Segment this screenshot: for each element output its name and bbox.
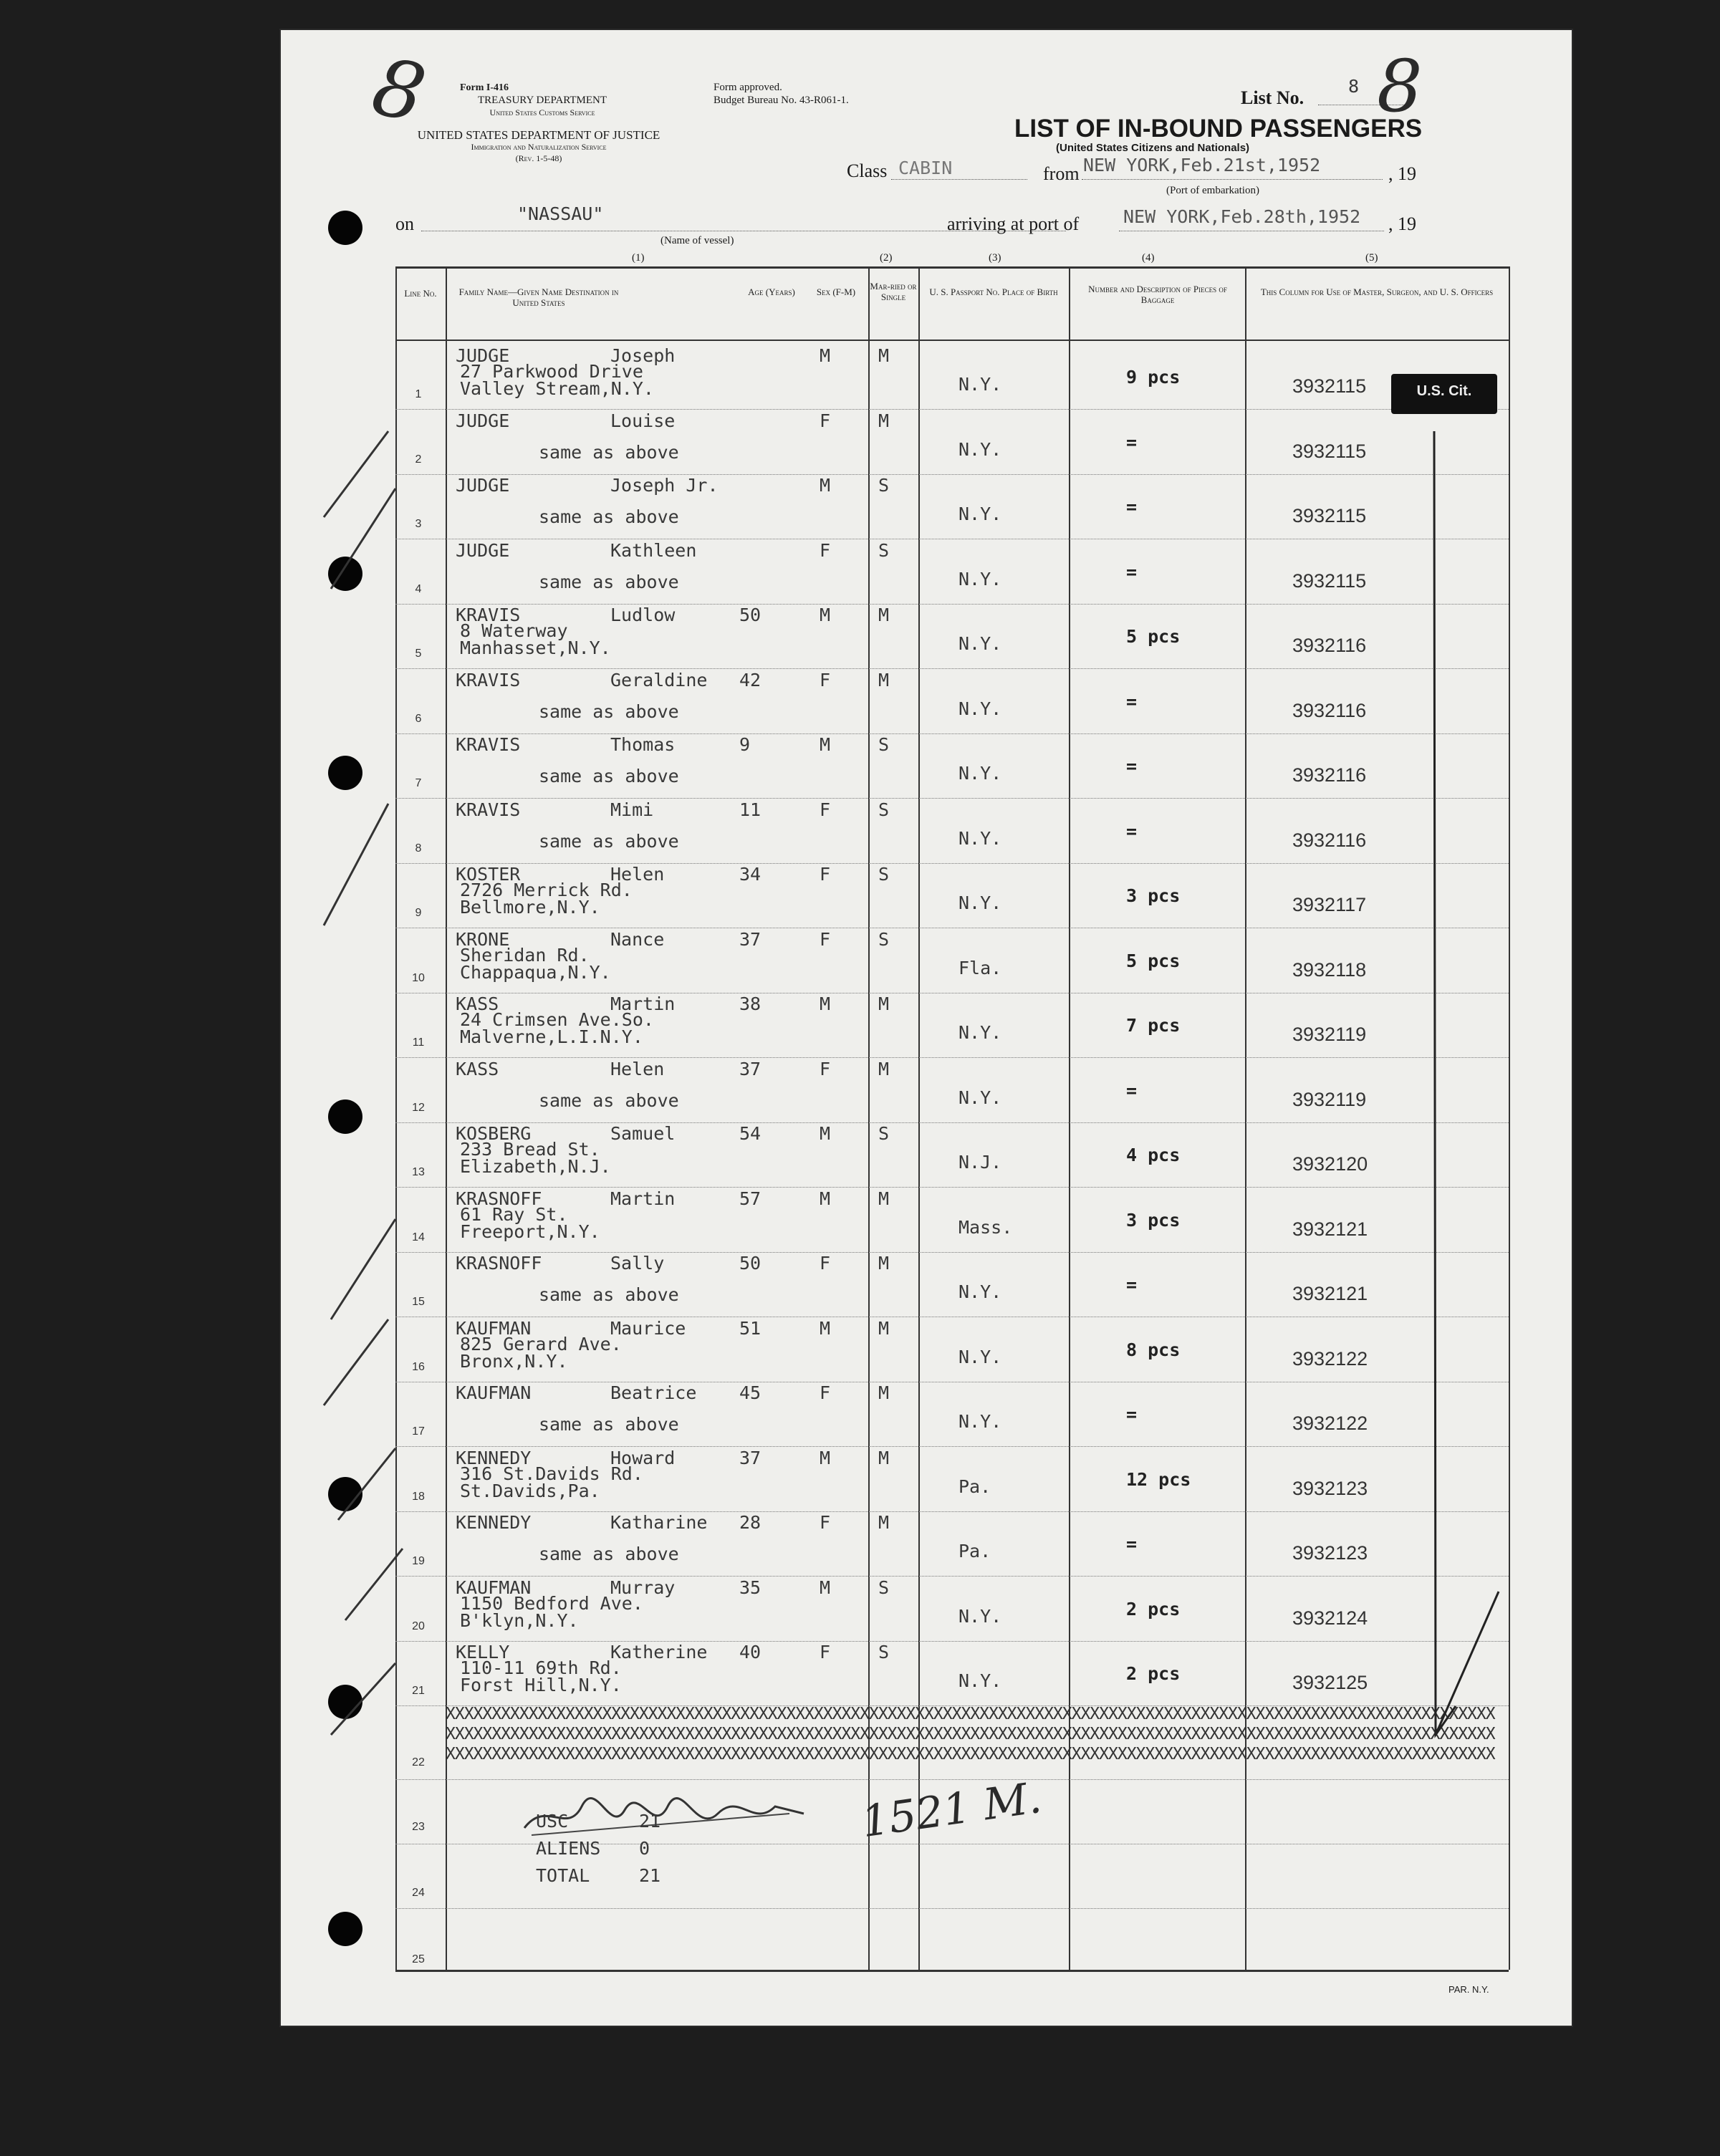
sex: F <box>820 1253 831 1274</box>
family-name: KELLY <box>456 1642 510 1662</box>
family-name: KENNEDY <box>456 1512 532 1533</box>
line-number: 23 <box>412 1821 425 1833</box>
address-line-2: Chappaqua,N.Y. <box>460 962 611 983</box>
given-name: Geraldine <box>610 670 708 690</box>
form-approved: Form approved. <box>714 82 782 93</box>
baggage: 2 pcs <box>1126 1663 1181 1684</box>
family-name: KOSTER <box>456 864 521 885</box>
line-number: 12 <box>412 1102 425 1114</box>
marital-status: M <box>878 1448 890 1468</box>
printer-mark: PAR. N.Y. <box>1448 1984 1489 1995</box>
line-number: 4 <box>415 583 422 595</box>
line-number: 6 <box>415 713 422 725</box>
address-line-1: same as above <box>539 442 679 463</box>
age: 45 <box>739 1382 761 1403</box>
marital-status: S <box>878 540 890 561</box>
birth-place: N.Y. <box>959 698 1002 719</box>
age: 50 <box>739 605 761 625</box>
line-number: 8 <box>415 842 422 855</box>
birth-place: N.Y. <box>959 374 1002 395</box>
col-header-line-no: Line No. <box>404 288 437 299</box>
table-header-border <box>395 340 1509 341</box>
age: 37 <box>739 1448 761 1468</box>
sex: F <box>820 1642 831 1662</box>
baggage: = <box>1126 432 1138 453</box>
marital-status: M <box>878 410 890 431</box>
baggage: = <box>1126 1404 1138 1425</box>
sex: F <box>820 799 831 820</box>
address-line-2: Manhasset,N.Y. <box>460 637 611 658</box>
family-name: KRAVIS <box>456 605 521 625</box>
given-name: Mimi <box>610 799 654 820</box>
col-num-2: (2) <box>880 252 893 264</box>
birth-place: N.Y. <box>959 828 1002 849</box>
line-number: 3 <box>415 518 422 530</box>
vessel-name: "NASSAU" <box>517 203 604 224</box>
officer-number: 3932117 <box>1292 894 1367 915</box>
family-name: KOSBERG <box>456 1123 532 1144</box>
aliens-label: ALIENS <box>536 1838 601 1859</box>
citizen-stamp: U.S. Cit. <box>1391 374 1497 414</box>
row-rule <box>395 1446 1509 1447</box>
col-header-age: Age (Years) <box>748 287 795 297</box>
officer-number: 3932116 <box>1292 700 1367 721</box>
marital-status: M <box>878 1318 890 1339</box>
given-name: Katharine <box>610 1512 708 1533</box>
list-no-label: List No. <box>1241 87 1305 108</box>
address-line-1: 8 Waterway <box>460 620 568 641</box>
address-line-2: Valley Stream,N.Y. <box>460 378 654 399</box>
sex: M <box>820 605 831 625</box>
line-number: 13 <box>412 1166 425 1178</box>
baggage: = <box>1126 496 1138 517</box>
birth-place: N.Y. <box>959 1606 1002 1627</box>
given-name: Beatrice <box>610 1382 697 1403</box>
aliens-value: 0 <box>639 1838 650 1859</box>
birth-place: N.Y. <box>959 763 1002 784</box>
sex: M <box>820 345 831 366</box>
given-name: Maurice <box>610 1318 686 1339</box>
table-top-border <box>395 266 1509 269</box>
birth-place: N.Y. <box>959 1411 1002 1432</box>
line-number: 11 <box>412 1036 425 1049</box>
given-name: Kathleen <box>610 540 697 561</box>
given-name: Helen <box>610 1059 665 1079</box>
baggage: 3 pcs <box>1126 1210 1181 1231</box>
row-rule <box>395 798 1509 799</box>
marital-status: S <box>878 864 890 885</box>
address-line-1: 233 Bread St. <box>460 1139 600 1160</box>
marital-status: S <box>878 1642 890 1662</box>
address-line-1: same as above <box>539 701 679 722</box>
address-line-2: Freeport,N.Y. <box>460 1221 600 1242</box>
marital-status: M <box>878 1188 890 1209</box>
birth-place: N.Y. <box>959 892 1002 913</box>
line-number: 20 <box>412 1620 425 1632</box>
address-line-1: same as above <box>539 506 679 527</box>
birth-place: N.Y. <box>959 1281 1002 1302</box>
address-line-1: 110-11 69th Rd. <box>460 1657 622 1678</box>
line-number: 14 <box>412 1231 425 1243</box>
line-number: 16 <box>412 1361 425 1373</box>
row-rule <box>395 409 1509 410</box>
manifest-sheet <box>281 30 1572 2026</box>
line-number: 17 <box>412 1425 425 1438</box>
row-rule <box>395 1122 1509 1123</box>
family-name: KRAVIS <box>456 799 521 820</box>
family-name: JUDGE <box>456 540 510 561</box>
usc-value: 21 <box>639 1811 661 1832</box>
age: 50 <box>739 1253 761 1274</box>
marital-status: S <box>878 1123 890 1144</box>
treasury-dept: TREASURY DEPARTMENT <box>477 95 607 106</box>
baggage: 4 pcs <box>1126 1145 1181 1165</box>
ins-heading: Immigration and Naturalization Service <box>471 142 607 152</box>
officer-number: 3932121 <box>1292 1218 1368 1240</box>
tally-ticks <box>309 403 424 1763</box>
officer-number: 3932116 <box>1292 635 1367 656</box>
sex: M <box>820 993 831 1014</box>
baggage: 5 pcs <box>1126 626 1181 647</box>
address-line-1: 1150 Bedford Ave. <box>460 1593 643 1614</box>
vessel-caption: (Name of vessel) <box>660 235 734 246</box>
age: 34 <box>739 864 761 885</box>
punch-hole <box>328 1912 362 1946</box>
given-name: Martin <box>610 993 676 1014</box>
age: 28 <box>739 1512 761 1533</box>
age: 35 <box>739 1577 761 1598</box>
row-rule <box>395 1511 1509 1512</box>
age: 11 <box>739 799 761 820</box>
usc-label: USC <box>536 1811 569 1832</box>
from-value: NEW YORK,Feb.21st,1952 <box>1083 155 1321 175</box>
baggage: 12 pcs <box>1126 1469 1191 1490</box>
cancel-marks: XXXXXXXXXXXXXXXXXXXXXXXXXXXXXXXXXXXXXXXXXXXXXXXXXXXXXXXXXXXXXXXXXXXXXXXXXXXXXXXXXXXXXXXXXXXXXXXXXXXXXXXXXXXXXXXXXX <box>446 1705 1495 1723</box>
birth-place: N.Y. <box>959 633 1002 654</box>
family-name: JUDGE <box>456 475 510 496</box>
family-name: KASS <box>456 1059 499 1079</box>
given-name: Samuel <box>610 1123 676 1144</box>
age: 54 <box>739 1123 761 1144</box>
given-name: Thomas <box>610 734 676 755</box>
officer-check-stroke <box>1427 417 1542 1763</box>
address-line-2: Bronx,N.Y. <box>460 1351 568 1372</box>
sex: M <box>820 1577 831 1598</box>
officer-number: 3932119 <box>1292 1024 1367 1045</box>
line-number: 21 <box>412 1685 425 1697</box>
punch-hole <box>328 211 362 245</box>
sex: F <box>820 929 831 950</box>
baggage: 7 pcs <box>1126 1015 1181 1036</box>
birth-place: N.Y. <box>959 1347 1002 1367</box>
given-name: Katherine <box>610 1642 708 1662</box>
age: 37 <box>739 1059 761 1079</box>
address-line-1: same as above <box>539 1284 679 1305</box>
marital-status: M <box>878 1253 890 1274</box>
given-name: Sally <box>610 1253 665 1274</box>
line-number: 1 <box>415 388 422 400</box>
corner-handwritten-number: 8 <box>365 40 433 140</box>
address-line-1: 61 Ray St. <box>460 1204 568 1225</box>
family-name: KRASNOFF <box>456 1188 542 1209</box>
marital-status: M <box>878 345 890 366</box>
line-number: 15 <box>412 1296 425 1308</box>
given-name: Martin <box>610 1188 676 1209</box>
family-name: KAUFMAN <box>456 1318 532 1339</box>
sex: M <box>820 734 831 755</box>
sex: M <box>820 475 831 496</box>
baggage: 2 pcs <box>1126 1599 1181 1620</box>
port-of-embarkation: (Port of embarkation) <box>1166 185 1259 196</box>
birth-place: N.Y. <box>959 1022 1002 1043</box>
address-line-1: same as above <box>539 572 679 592</box>
officer-number: 3932124 <box>1292 1607 1368 1629</box>
col-num-3: (3) <box>989 252 1001 264</box>
address-line-1: same as above <box>539 1090 679 1111</box>
family-name: KRONE <box>456 929 510 950</box>
officer-number: 3932123 <box>1292 1478 1368 1499</box>
marital-status: S <box>878 475 890 496</box>
row-rule <box>395 1576 1509 1577</box>
baggage: 9 pcs <box>1126 367 1181 388</box>
address-line-2: Malverne,L.I.N.Y. <box>460 1026 643 1047</box>
given-name: Joseph Jr. <box>610 475 719 496</box>
family-name: KAUFMAN <box>456 1577 532 1598</box>
officer-number: 3932115 <box>1292 441 1367 462</box>
age: 42 <box>739 670 761 690</box>
given-name: Murray <box>610 1577 676 1598</box>
row-rule <box>395 863 1509 864</box>
sex: M <box>820 1123 831 1144</box>
line-number: 25 <box>412 1953 425 1965</box>
col-num-5: (5) <box>1365 252 1378 264</box>
list-no-typed: 8 <box>1348 76 1360 97</box>
cancel-marks: XXXXXXXXXXXXXXXXXXXXXXXXXXXXXXXXXXXXXXXXXXXXXXXXXXXXXXXXXXXXXXXXXXXXXXXXXXXXXXXXXXXXXXXXXXXXXXXXXXXXXXXXXXXXXXXXXX <box>446 1725 1495 1743</box>
address-line-1: same as above <box>539 1414 679 1435</box>
class-label: Class <box>847 160 888 181</box>
marital-status: M <box>878 1382 890 1403</box>
class-value: CABIN <box>898 158 953 178</box>
sex: F <box>820 864 831 885</box>
address-line-2: St.Davids,Pa. <box>460 1481 600 1501</box>
col-header-name: Family Name—Given Name Destination in United States <box>458 287 619 308</box>
marital-status: S <box>878 799 890 820</box>
birth-place: N.Y. <box>959 1670 1002 1691</box>
total-label: TOTAL <box>536 1865 590 1886</box>
sex: F <box>820 1512 831 1533</box>
col-header-married: Mar-ried or Single <box>870 281 917 302</box>
col-header-passport: U. S. Passport No. Place of Birth <box>929 287 1058 297</box>
age: 57 <box>739 1188 761 1209</box>
address-line-2: Forst Hill,N.Y. <box>460 1675 622 1695</box>
customs-service: United States Customs Service <box>489 107 595 117</box>
baggage: = <box>1126 1534 1138 1554</box>
officer-number: 3932118 <box>1292 959 1367 981</box>
marital-status: M <box>878 605 890 625</box>
col-num-4: (4) <box>1142 252 1155 264</box>
row-rule <box>395 733 1509 734</box>
officer-number: 3932121 <box>1292 1283 1368 1304</box>
row-rule <box>395 1187 1509 1188</box>
baggage: = <box>1126 1080 1138 1101</box>
marital-status: S <box>878 734 890 755</box>
officer-number: 3932115 <box>1292 570 1367 592</box>
line-number: 7 <box>415 777 422 789</box>
revision: (Rev. 1-5-48) <box>515 153 562 163</box>
baggage: 3 pcs <box>1126 885 1181 906</box>
row-rule <box>395 474 1509 475</box>
family-name: JUDGE <box>456 410 510 431</box>
baggage: 8 pcs <box>1126 1339 1181 1360</box>
officer-number: 3932122 <box>1292 1413 1368 1434</box>
row-rule <box>395 1057 1509 1058</box>
line-number: 18 <box>412 1491 425 1503</box>
officer-number: 3932122 <box>1292 1348 1368 1370</box>
address-line-1: 27 Parkwood Drive <box>460 361 643 382</box>
address-line-1: 2726 Merrick Rd. <box>460 880 633 900</box>
family-name: KASS <box>456 993 499 1014</box>
row-rule <box>395 604 1509 605</box>
baggage: 5 pcs <box>1126 951 1181 971</box>
form-number: Form I-416 <box>460 82 509 93</box>
marital-status: M <box>878 1512 890 1533</box>
handwritten-annotation: 1521 M. <box>858 1772 1044 1848</box>
sex: F <box>820 410 831 431</box>
officer-number: 3932125 <box>1292 1672 1368 1693</box>
officer-number: 3932116 <box>1292 829 1367 851</box>
age: 37 <box>739 929 761 950</box>
birth-place: N.Y. <box>959 439 1002 460</box>
row-rule <box>395 1641 1509 1642</box>
officer-number: 3932115 <box>1292 505 1367 526</box>
address-line-2: B'klyn,N.Y. <box>460 1610 579 1631</box>
family-name: KENNEDY <box>456 1448 532 1468</box>
line-number: 24 <box>412 1887 425 1899</box>
sex: F <box>820 540 831 561</box>
family-name: KAUFMAN <box>456 1382 532 1403</box>
marital-status: M <box>878 1059 890 1079</box>
on-label: on <box>395 213 414 234</box>
officer-number: 3932116 <box>1292 764 1367 786</box>
address-line-1: 316 St.Davids Rd. <box>460 1463 643 1484</box>
line-number: 10 <box>412 972 425 984</box>
page-subtitle: (United States Citizens and Nationals) <box>1056 142 1250 154</box>
given-name: Nance <box>610 929 665 950</box>
age: 38 <box>739 993 761 1014</box>
marital-status: M <box>878 993 890 1014</box>
marital-status: S <box>878 1577 890 1598</box>
birth-place: N.Y. <box>959 504 1002 524</box>
col-num-1: (1) <box>632 252 645 264</box>
baggage: = <box>1126 756 1138 776</box>
sex: M <box>820 1318 831 1339</box>
address-line-1: same as above <box>539 1544 679 1564</box>
sex: F <box>820 670 831 690</box>
given-name: Joseph <box>610 345 676 366</box>
page-title: LIST OF IN-BOUND PASSENGERS <box>1014 115 1423 143</box>
doj-heading: UNITED STATES DEPARTMENT OF JUSTICE <box>417 128 660 142</box>
sex: F <box>820 1382 831 1403</box>
row-rule <box>395 668 1509 669</box>
marital-status: S <box>878 929 890 950</box>
cancel-marks: XXXXXXXXXXXXXXXXXXXXXXXXXXXXXXXXXXXXXXXXXXXXXXXXXXXXXXXXXXXXXXXXXXXXXXXXXXXXXXXXXXXXXXXXXXXXXXXXXXXXXXXXXXXXXXXXXX <box>446 1745 1495 1763</box>
family-name: KRAVIS <box>456 734 521 755</box>
baggage: = <box>1126 821 1138 842</box>
arriving-year: , 19 <box>1388 213 1416 234</box>
baggage: = <box>1126 1274 1138 1295</box>
birth-place: Fla. <box>959 958 1002 978</box>
given-name: Howard <box>610 1448 676 1468</box>
row-rule <box>395 1252 1509 1253</box>
col-header-sex: Sex (F-M) <box>816 287 856 297</box>
birth-place: Pa. <box>959 1476 991 1497</box>
birth-place: N.Y. <box>959 569 1002 589</box>
address-line-1: same as above <box>539 831 679 852</box>
given-name: Ludlow <box>610 605 676 625</box>
birth-place: N.Y. <box>959 1087 1002 1108</box>
birth-place: Mass. <box>959 1217 1013 1238</box>
birth-place: N.J. <box>959 1152 1002 1173</box>
sex: F <box>820 1059 831 1079</box>
marital-status: M <box>878 670 890 690</box>
col-header-baggage: Number and Description of Pieces of Baggage <box>1088 284 1227 305</box>
baggage: = <box>1126 691 1138 712</box>
line-number: 22 <box>412 1756 425 1768</box>
sex: M <box>820 1448 831 1468</box>
arriving-value: NEW YORK,Feb.28th,1952 <box>1123 206 1361 227</box>
line-number: 19 <box>412 1555 425 1567</box>
birth-place: Pa. <box>959 1541 991 1561</box>
address-line-2: Elizabeth,N.J. <box>460 1156 611 1177</box>
age: 51 <box>739 1318 761 1339</box>
line-number: 9 <box>415 907 422 919</box>
officer-number: 3932123 <box>1292 1542 1368 1564</box>
list-no-handwritten: 8 <box>1377 44 1423 128</box>
address-line-2: Bellmore,N.Y. <box>460 897 600 918</box>
from-year: , 19 <box>1388 163 1416 184</box>
given-name: Louise <box>610 410 676 431</box>
baggage: = <box>1126 562 1138 582</box>
sex: M <box>820 1188 831 1209</box>
given-name: Helen <box>610 864 665 885</box>
age: 9 <box>739 734 751 755</box>
age: 40 <box>739 1642 761 1662</box>
officer-number: 3932115 <box>1292 375 1367 397</box>
table-bottom-border <box>395 1970 1509 1972</box>
family-name: KRAVIS <box>456 670 521 690</box>
address-line-1: 24 Crimsen Ave.So. <box>460 1009 654 1030</box>
budget-bureau: Budget Bureau No. 43-R061-1. <box>714 95 849 106</box>
line-number: 2 <box>415 453 422 466</box>
family-name: JUDGE <box>456 345 510 366</box>
arriving-label: arriving at port of <box>947 213 1080 234</box>
from-label: from <box>1043 163 1080 184</box>
officer-number: 3932119 <box>1292 1089 1367 1110</box>
total-value: 21 <box>639 1865 661 1886</box>
family-name: KRASNOFF <box>456 1253 542 1274</box>
col-header-officers: This Column for Use of Master, Surgeon, and U. S. Officers <box>1260 287 1494 297</box>
line-number: 5 <box>415 648 422 660</box>
address-line-1: Sheridan Rd. <box>460 945 590 966</box>
address-line-1: 825 Gerard Ave. <box>460 1334 622 1354</box>
officer-number: 3932120 <box>1292 1153 1368 1175</box>
address-line-1: same as above <box>539 766 679 786</box>
